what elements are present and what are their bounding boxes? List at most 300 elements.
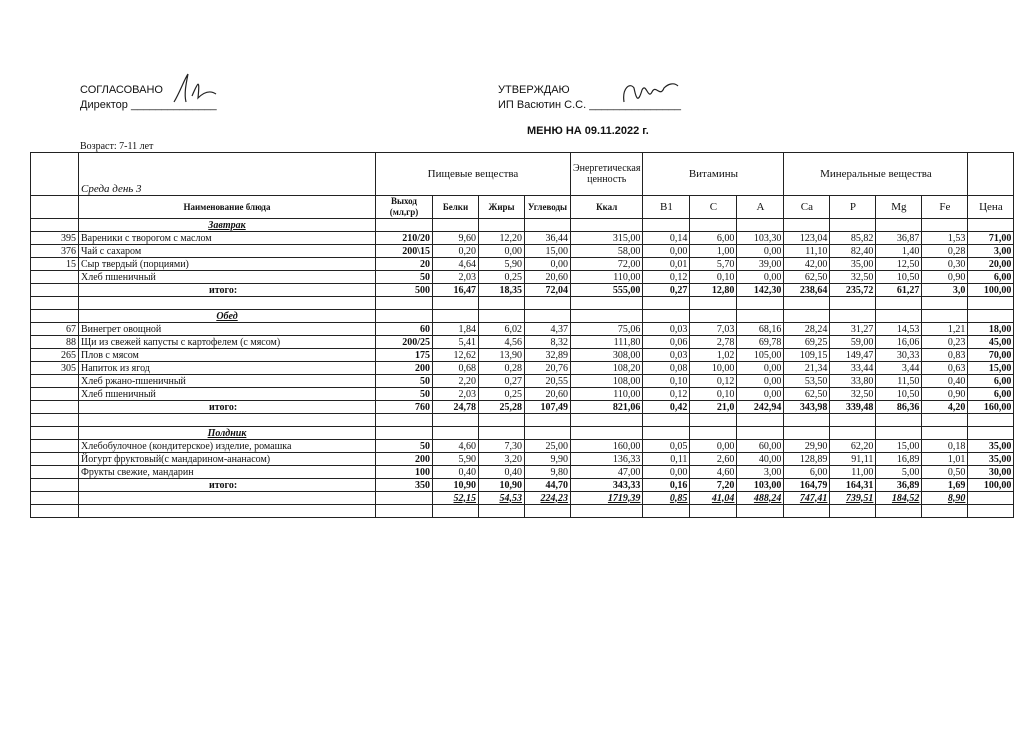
header-row-groups	[31, 153, 1014, 196]
dish-c: 4,60	[690, 466, 737, 479]
dish-b1: 0,12	[643, 271, 690, 284]
dish-name: Щи из свежей капусты с картофелем (с мясом)	[79, 336, 376, 349]
total-row	[31, 401, 1014, 414]
recipe-number: 265	[31, 349, 79, 362]
recipe-number: 305	[31, 362, 79, 375]
section-empty-cell	[737, 427, 784, 440]
approval-left-title: СОГЛАСОВАНО	[80, 84, 163, 96]
dish-fe: 0,23	[922, 336, 968, 349]
dish-yield: 200	[376, 453, 433, 466]
dish-b1: 0,14	[643, 232, 690, 245]
dish-ca: 29,90	[784, 440, 830, 453]
dish-b1: 0,01	[643, 258, 690, 271]
dish-fat: 0,25	[479, 271, 525, 284]
dish-row	[31, 232, 1014, 245]
dish-b1: 0,11	[643, 453, 690, 466]
dish-fat: 0,25	[479, 388, 525, 401]
total-price: 100,00	[968, 284, 1014, 297]
total-protein: 10,90	[433, 479, 479, 492]
section-empty-cell	[571, 219, 643, 232]
dish-mg: 14,53	[876, 323, 922, 336]
dish-a: 39,00	[737, 258, 784, 271]
dish-fe: 0,63	[922, 362, 968, 375]
blank-cell	[433, 297, 479, 310]
total-carbs: 72,04	[525, 284, 571, 297]
dish-name: Напиток из ягод	[79, 362, 376, 375]
blank-cell	[31, 505, 79, 518]
dish-ca: 53,50	[784, 375, 830, 388]
dish-fat: 6,02	[479, 323, 525, 336]
col-fe: Fe	[922, 196, 968, 219]
blank-cell	[525, 297, 571, 310]
col-b1: B1	[643, 196, 690, 219]
section-empty-cell	[433, 219, 479, 232]
col-carbs: Углеводы	[525, 196, 571, 219]
dish-yield: 50	[376, 375, 433, 388]
blank-cell	[737, 297, 784, 310]
col-a: A	[737, 196, 784, 219]
dish-kcal: 315,00	[571, 232, 643, 245]
blank-cell	[643, 505, 690, 518]
blank-cell	[737, 414, 784, 427]
total-b1: 0,42	[643, 401, 690, 414]
dish-fe: 0,18	[922, 440, 968, 453]
dish-kcal: 136,33	[571, 453, 643, 466]
total-b1: 0,27	[643, 284, 690, 297]
total-p: 164,31	[830, 479, 876, 492]
section-empty-cell	[479, 427, 525, 440]
grand-total-kcal: 1719,39	[571, 492, 643, 505]
dish-carbs: 20,60	[525, 271, 571, 284]
total-p: 339,48	[830, 401, 876, 414]
grand-total-row	[31, 492, 1014, 505]
blank-cell	[433, 414, 479, 427]
total-row	[31, 284, 1014, 297]
dish-p: 33,44	[830, 362, 876, 375]
total-yield: 350	[376, 479, 433, 492]
section-empty-cell	[737, 219, 784, 232]
day-label: Среда день 3	[79, 153, 376, 196]
blank-cell	[479, 505, 525, 518]
total-label: итого:	[79, 479, 376, 492]
dish-b1: 0,03	[643, 323, 690, 336]
dish-row	[31, 336, 1014, 349]
blank-cell	[922, 414, 968, 427]
section-empty-cell	[784, 310, 830, 323]
section-empty-cell	[479, 310, 525, 323]
blank-cell	[433, 505, 479, 518]
col-c: C	[690, 196, 737, 219]
blank-cell	[784, 414, 830, 427]
blank-cell	[830, 414, 876, 427]
total-yield: 760	[376, 401, 433, 414]
dish-mg: 12,50	[876, 258, 922, 271]
dish-price: 18,00	[968, 323, 1014, 336]
section-empty-cell	[643, 427, 690, 440]
dish-price: 6,00	[968, 388, 1014, 401]
dish-carbs: 15,00	[525, 245, 571, 258]
dish-protein: 0,68	[433, 362, 479, 375]
blank-cell	[479, 297, 525, 310]
dish-ca: 11,10	[784, 245, 830, 258]
dish-a: 105,00	[737, 349, 784, 362]
dish-name: Хлебобулочное (кондитерское) изделие, ромашка	[79, 440, 376, 453]
dish-b1: 0,00	[643, 466, 690, 479]
total-empty-cell	[31, 479, 79, 492]
section-empty-cell	[525, 310, 571, 323]
col-name: Наименование блюда	[79, 196, 376, 219]
col-yield: Выход (мл,гр)	[376, 196, 433, 219]
dish-kcal: 111,80	[571, 336, 643, 349]
blank-cell	[376, 414, 433, 427]
dish-fe: 0,50	[922, 466, 968, 479]
section-empty-cell	[922, 219, 968, 232]
approval-right-title: УТВЕРЖДАЮ	[498, 84, 570, 96]
dish-kcal: 160,00	[571, 440, 643, 453]
blank-cell	[968, 414, 1014, 427]
dish-c: 0,10	[690, 388, 737, 401]
dish-price: 71,00	[968, 232, 1014, 245]
dish-yield: 210/20	[376, 232, 433, 245]
blank-cell	[79, 414, 376, 427]
grand-total-c: 41,04	[690, 492, 737, 505]
approval-right-role: ИП Васютин С.С. _______________	[498, 99, 681, 111]
section-empty-cell	[479, 219, 525, 232]
dish-a: 0,00	[737, 245, 784, 258]
blank-cell	[571, 505, 643, 518]
section-empty-cell	[433, 427, 479, 440]
dish-c: 0,10	[690, 271, 737, 284]
recipe-number: 15	[31, 258, 79, 271]
section-empty-cell	[968, 219, 1014, 232]
dish-b1: 0,12	[643, 388, 690, 401]
dish-kcal: 58,00	[571, 245, 643, 258]
dish-fat: 13,90	[479, 349, 525, 362]
blank-cell	[922, 297, 968, 310]
section-empty-cell	[376, 310, 433, 323]
dish-p: 32,50	[830, 271, 876, 284]
grand-total-empty	[968, 492, 1014, 505]
col-p: P	[830, 196, 876, 219]
dish-kcal: 108,00	[571, 375, 643, 388]
dish-yield: 200	[376, 362, 433, 375]
total-fe: 4,20	[922, 401, 968, 414]
dish-name: Вареники с творогом с маслом	[79, 232, 376, 245]
dish-ca: 123,04	[784, 232, 830, 245]
recipe-number	[31, 388, 79, 401]
section-label: Обед	[79, 310, 376, 323]
dish-yield: 175	[376, 349, 433, 362]
dish-row	[31, 323, 1014, 336]
dish-a: 40,00	[737, 453, 784, 466]
dish-p: 149,47	[830, 349, 876, 362]
dish-price: 35,00	[968, 453, 1014, 466]
dish-name: Сыр твердый (порциями)	[79, 258, 376, 271]
dish-p: 59,00	[830, 336, 876, 349]
total-mg: 86,36	[876, 401, 922, 414]
header-row-columns	[31, 196, 1014, 219]
dish-mg: 11,50	[876, 375, 922, 388]
dish-carbs: 36,44	[525, 232, 571, 245]
blank-cell	[784, 505, 830, 518]
dish-row	[31, 271, 1014, 284]
dish-mg: 1,40	[876, 245, 922, 258]
dish-name: Винегрет овощной	[79, 323, 376, 336]
dish-c: 1,02	[690, 349, 737, 362]
section-empty-cell	[922, 310, 968, 323]
dish-p: 35,00	[830, 258, 876, 271]
menu-title: МЕНЮ НА 09.11.2022 г.	[527, 125, 649, 137]
recipe-number: 395	[31, 232, 79, 245]
total-fat: 18,35	[479, 284, 525, 297]
section-header-row	[31, 219, 1014, 232]
dish-b1: 0,06	[643, 336, 690, 349]
dish-name: Чай с сахаром	[79, 245, 376, 258]
dish-name: Йогурт фруктовый(с мандарином-ананасом)	[79, 453, 376, 466]
dish-carbs: 20,60	[525, 388, 571, 401]
blank-cell	[643, 297, 690, 310]
dish-fe: 0,90	[922, 388, 968, 401]
dish-name: Хлеб пшеничный	[79, 271, 376, 284]
header-empty-price	[968, 153, 1014, 196]
dish-price: 70,00	[968, 349, 1014, 362]
dish-row	[31, 258, 1014, 271]
section-empty-cell	[690, 310, 737, 323]
dish-c: 0,00	[690, 440, 737, 453]
total-a: 103,00	[737, 479, 784, 492]
dish-protein: 4,64	[433, 258, 479, 271]
dish-mg: 5,00	[876, 466, 922, 479]
section-empty-cell	[31, 310, 79, 323]
dish-mg: 10,50	[876, 271, 922, 284]
dish-p: 31,27	[830, 323, 876, 336]
dish-fe: 0,28	[922, 245, 968, 258]
dish-protein: 0,40	[433, 466, 479, 479]
total-a: 142,30	[737, 284, 784, 297]
dish-yield: 50	[376, 440, 433, 453]
section-empty-cell	[31, 427, 79, 440]
blank-cell	[571, 414, 643, 427]
age-label: Возраст: 7-11 лет	[80, 141, 154, 152]
section-empty-cell	[31, 219, 79, 232]
dish-a: 68,16	[737, 323, 784, 336]
dish-a: 0,00	[737, 271, 784, 284]
section-empty-cell	[376, 219, 433, 232]
section-empty-cell	[643, 219, 690, 232]
section-empty-cell	[784, 427, 830, 440]
dish-a: 0,00	[737, 375, 784, 388]
recipe-number	[31, 440, 79, 453]
dish-c: 6,00	[690, 232, 737, 245]
dish-fat: 4,56	[479, 336, 525, 349]
section-empty-cell	[690, 219, 737, 232]
dish-mg: 36,87	[876, 232, 922, 245]
dish-ca: 28,24	[784, 323, 830, 336]
total-kcal: 821,06	[571, 401, 643, 414]
dish-p: 62,20	[830, 440, 876, 453]
dish-ca: 128,89	[784, 453, 830, 466]
signature-left	[170, 72, 220, 111]
dish-protein: 4,60	[433, 440, 479, 453]
dish-carbs: 4,37	[525, 323, 571, 336]
dish-price: 35,00	[968, 440, 1014, 453]
grand-total-empty	[376, 492, 433, 505]
dish-name: Фрукты свежие, мандарин	[79, 466, 376, 479]
col-ca: Ca	[784, 196, 830, 219]
dish-fe: 0,40	[922, 375, 968, 388]
approval-left-role: Директор ______________	[80, 99, 217, 111]
grand-total-protein: 52,15	[433, 492, 479, 505]
dish-price: 45,00	[968, 336, 1014, 349]
dish-protein: 5,90	[433, 453, 479, 466]
blank-cell	[922, 505, 968, 518]
section-empty-cell	[525, 427, 571, 440]
dish-fat: 0,40	[479, 466, 525, 479]
recipe-number	[31, 453, 79, 466]
blank-row	[31, 505, 1014, 518]
dish-mg: 3,44	[876, 362, 922, 375]
grand-total-p: 739,51	[830, 492, 876, 505]
dish-b1: 0,10	[643, 375, 690, 388]
recipe-number	[31, 271, 79, 284]
dish-c: 10,00	[690, 362, 737, 375]
dish-c: 2,78	[690, 336, 737, 349]
dish-fat: 5,90	[479, 258, 525, 271]
dish-fat: 12,20	[479, 232, 525, 245]
dish-row	[31, 375, 1014, 388]
dish-row	[31, 388, 1014, 401]
dish-a: 3,00	[737, 466, 784, 479]
total-price: 100,00	[968, 479, 1014, 492]
dish-fat: 0,28	[479, 362, 525, 375]
dish-c: 1,00	[690, 245, 737, 258]
dish-ca: 21,34	[784, 362, 830, 375]
grand-total-ca: 747,41	[784, 492, 830, 505]
total-fe: 3,0	[922, 284, 968, 297]
total-p: 235,72	[830, 284, 876, 297]
grand-total-carbs: 224,23	[525, 492, 571, 505]
dish-protein: 2,03	[433, 388, 479, 401]
total-label: итого:	[79, 401, 376, 414]
section-label: Завтрак	[79, 219, 376, 232]
grand-total-fe: 8,90	[922, 492, 968, 505]
dish-ca: 62,50	[784, 271, 830, 284]
col-mg: Mg	[876, 196, 922, 219]
dish-fe: 1,21	[922, 323, 968, 336]
dish-ca: 109,15	[784, 349, 830, 362]
col-price: Цена	[968, 196, 1014, 219]
section-empty-cell	[830, 310, 876, 323]
dish-yield: 20	[376, 258, 433, 271]
dish-kcal: 110,00	[571, 388, 643, 401]
dish-protein: 2,20	[433, 375, 479, 388]
blank-cell	[31, 297, 79, 310]
section-header-row	[31, 310, 1014, 323]
blank-cell	[784, 297, 830, 310]
dish-yield: 100	[376, 466, 433, 479]
dish-yield: 200/25	[376, 336, 433, 349]
dish-a: 103,30	[737, 232, 784, 245]
grand-total-mg: 184,52	[876, 492, 922, 505]
dish-carbs: 9,80	[525, 466, 571, 479]
total-kcal: 555,00	[571, 284, 643, 297]
section-empty-cell	[876, 427, 922, 440]
dish-kcal: 110,00	[571, 271, 643, 284]
total-mg: 36,89	[876, 479, 922, 492]
section-empty-cell	[376, 427, 433, 440]
blank-cell	[968, 505, 1014, 518]
dish-p: 11,00	[830, 466, 876, 479]
dish-price: 20,00	[968, 258, 1014, 271]
total-empty-cell	[31, 284, 79, 297]
section-empty-cell	[571, 310, 643, 323]
blank-cell	[968, 297, 1014, 310]
section-empty-cell	[690, 427, 737, 440]
group-minerals: Минеральные вещества	[784, 153, 968, 196]
recipe-number: 88	[31, 336, 79, 349]
recipe-number	[31, 466, 79, 479]
dish-mg: 30,33	[876, 349, 922, 362]
dish-a: 60,00	[737, 440, 784, 453]
dish-row	[31, 466, 1014, 479]
total-protein: 24,78	[433, 401, 479, 414]
dish-kcal: 308,00	[571, 349, 643, 362]
dish-p: 91,11	[830, 453, 876, 466]
dish-b1: 0,00	[643, 245, 690, 258]
blank-cell	[79, 297, 376, 310]
dish-protein: 1,84	[433, 323, 479, 336]
dish-price: 6,00	[968, 271, 1014, 284]
total-fat: 10,90	[479, 479, 525, 492]
dish-price: 3,00	[968, 245, 1014, 258]
total-c: 12,80	[690, 284, 737, 297]
col-protein: Белки	[433, 196, 479, 219]
dish-protein: 2,03	[433, 271, 479, 284]
section-empty-cell	[830, 427, 876, 440]
dish-carbs: 25,00	[525, 440, 571, 453]
dish-price: 6,00	[968, 375, 1014, 388]
blank-row	[31, 297, 1014, 310]
dish-c: 5,70	[690, 258, 737, 271]
dish-b1: 0,03	[643, 349, 690, 362]
dish-kcal: 47,00	[571, 466, 643, 479]
section-empty-cell	[737, 310, 784, 323]
section-empty-cell	[643, 310, 690, 323]
section-empty-cell	[922, 427, 968, 440]
dish-a: 0,00	[737, 388, 784, 401]
section-empty-cell	[571, 427, 643, 440]
recipe-number: 67	[31, 323, 79, 336]
dish-fat: 0,27	[479, 375, 525, 388]
dish-mg: 16,89	[876, 453, 922, 466]
dish-price: 15,00	[968, 362, 1014, 375]
dish-name: Хлеб пшеничный	[79, 388, 376, 401]
dish-b1: 0,08	[643, 362, 690, 375]
grand-total-b1: 0,85	[643, 492, 690, 505]
dish-c: 0,12	[690, 375, 737, 388]
dish-p: 33,80	[830, 375, 876, 388]
dish-ca: 42,00	[784, 258, 830, 271]
group-nutrients: Пищевые вещества	[376, 153, 571, 196]
col-no	[31, 196, 79, 219]
grand-total-empty	[31, 492, 79, 505]
col-fat: Жиры	[479, 196, 525, 219]
section-label: Полдник	[79, 427, 376, 440]
dish-carbs: 32,89	[525, 349, 571, 362]
col-kcal: Ккал	[571, 196, 643, 219]
dish-fe: 0,83	[922, 349, 968, 362]
dish-p: 32,50	[830, 388, 876, 401]
